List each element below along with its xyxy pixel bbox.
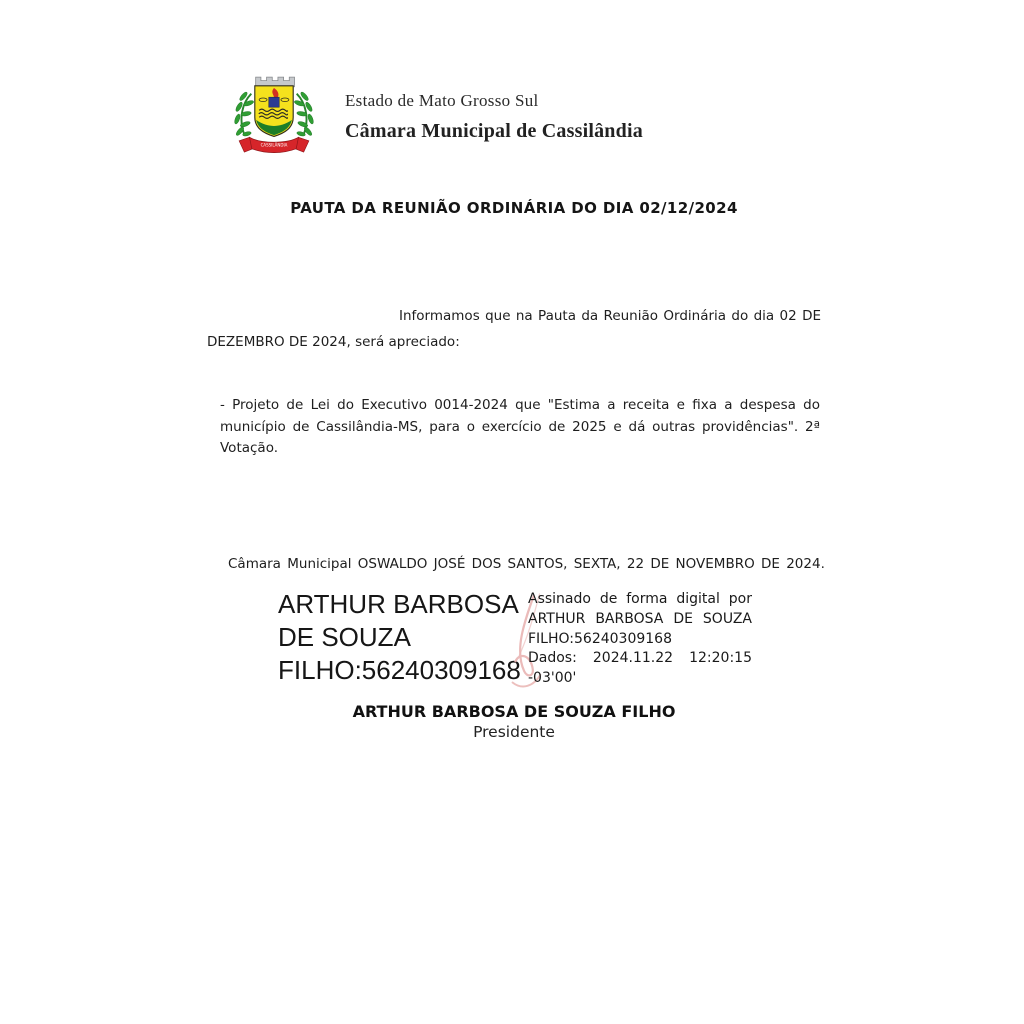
state-name: Estado de Mato Grosso Sul xyxy=(345,91,539,110)
letterhead xyxy=(345,90,643,143)
intro-line: Informamos que na Pauta da Reunião Ordinária do dia 02 DE xyxy=(399,308,821,324)
agenda-item-line: - Projeto de Lei do Executivo 0014-2024 que "Estima a receita e fixa a despesa do xyxy=(220,397,820,413)
stamp-line: DE SOUZA xyxy=(278,622,411,652)
wing-left-icon xyxy=(259,98,267,102)
agenda-item-paragraph xyxy=(220,395,820,460)
crown-icon xyxy=(256,77,295,87)
agenda-item-line: município de Cassilândia-MS, para o exercício de 2025 e dá outras providências". 2ª xyxy=(220,418,820,435)
branch-left-icon xyxy=(234,91,255,137)
signature-detail-line: Dados: 2024.11.22 12:20:15 xyxy=(528,650,752,667)
branch-right-icon xyxy=(294,91,315,137)
agenda-item-line: Votação. xyxy=(220,440,279,456)
stamp-line: FILHO:56240309168 xyxy=(278,655,521,685)
wing-right-icon xyxy=(281,98,289,102)
ribbon-text: CASSILÂNDIA xyxy=(260,142,288,148)
intro-line: DEZEMBRO DE 2024, será apreciado: xyxy=(207,334,460,350)
coat-of-arms-logo xyxy=(230,71,318,167)
signature-detail-line: Assinado de forma digital por xyxy=(528,591,752,607)
ribbon-icon xyxy=(239,137,309,152)
blue-charge-icon xyxy=(269,97,279,107)
signature-detail-line: FILHO:56240309168 xyxy=(528,630,672,647)
signature-detail-line: ARTHUR BARBOSA DE SOUZA xyxy=(528,610,752,627)
document-title: PAUTA DA REUNIÃO ORDINÁRIA DO DIA 02/12/2024 xyxy=(290,199,738,217)
stamp-line: ARTHUR BARBOSA xyxy=(278,589,519,619)
organization-name: Câmara Municipal de Cassilândia xyxy=(345,120,643,142)
place-date-line: Câmara Municipal OSWALDO JOSÉ DOS SANTOS, SEXTA, 22 DE NOVEMBRO DE 2024. xyxy=(228,556,825,572)
signatory-block xyxy=(207,702,821,741)
signatory-role: Presidente xyxy=(473,723,555,741)
signature-detail-line: -03'00' xyxy=(528,670,577,687)
signatory-name: ARTHUR BARBOSA DE SOUZA FILHO xyxy=(352,702,676,721)
signature-details xyxy=(528,590,752,689)
signature-stamp-name xyxy=(278,588,528,687)
intro-paragraph xyxy=(207,303,821,355)
